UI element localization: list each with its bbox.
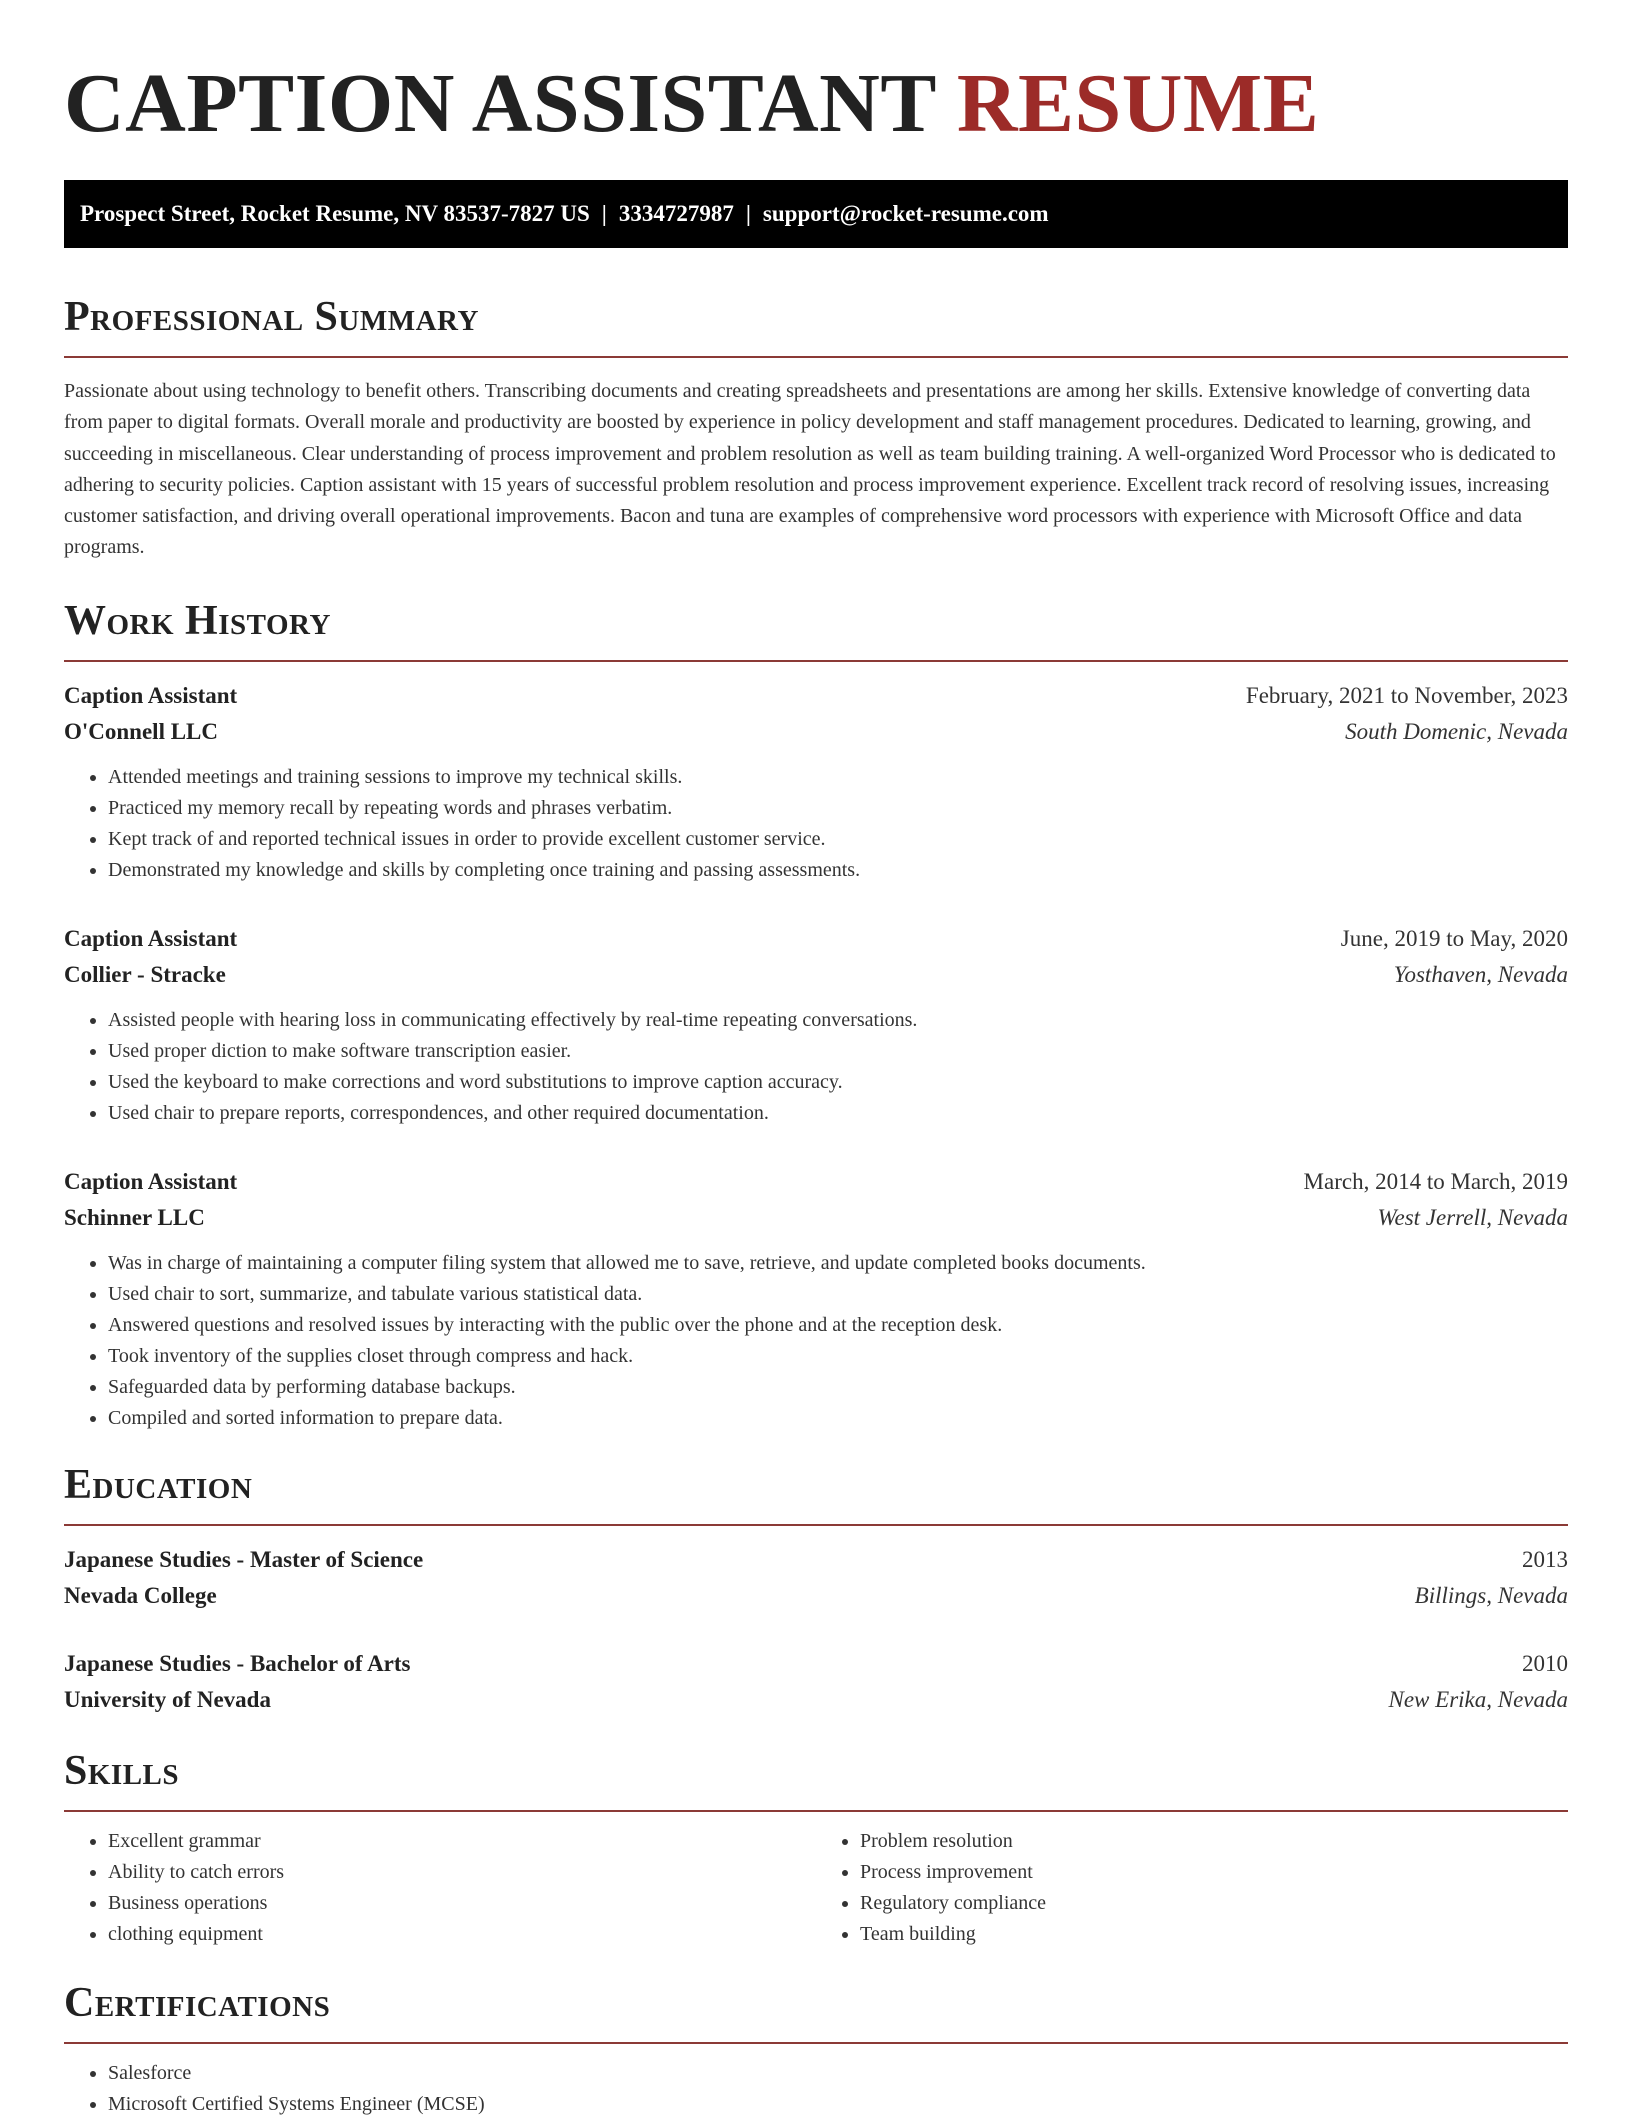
education-school: University of Nevada <box>64 1686 271 1712</box>
list-item: • Microsoft Certified Systems Engineer (MCSE) <box>108 2089 1568 2120</box>
skills-section <box>64 1746 1568 1950</box>
list-item: • Regulatory compliance <box>860 1888 1568 1919</box>
job-title: Caption Assistant <box>64 682 238 708</box>
education-degree: Japanese Studies - Bachelor of Arts <box>64 1650 411 1676</box>
list-item: • Team building <box>860 1919 1568 1950</box>
list-item: • Was in charge of maintaining a computer filing system that allowed me to save, retrieve, and update completed books documents. <box>108 1248 1568 1279</box>
summary-section <box>64 292 1568 564</box>
section-divider <box>64 660 1568 662</box>
certifications-list <box>64 2058 1568 2120</box>
list-item: • Kept track of and reported technical issues in order to provide excellent customer service. <box>108 824 1568 855</box>
title-accent: RESUME <box>956 57 1320 150</box>
list-item: • Problem resolution <box>860 1826 1568 1857</box>
education-school-row <box>64 1682 1568 1718</box>
job-company: Schinner LLC <box>64 1204 205 1230</box>
skills-columns <box>64 1826 1568 1950</box>
job-dates: June, 2019 to May, 2020 <box>1340 925 1568 951</box>
section-divider <box>64 2042 1568 2044</box>
education-location: Billings, Nevada <box>1414 1582 1568 1608</box>
list-item: • Attended meetings and training sessions to improve my technical skills. <box>108 762 1568 793</box>
job-company-row <box>64 957 1568 993</box>
list-item: • Answered questions and resolved issues by interacting with the public over the phone and at the reception desk. <box>108 1310 1568 1341</box>
education-degree-row <box>64 1646 1568 1682</box>
list-item: • Assisted people with hearing loss in communicating effectively by real-time repeating conversations. <box>108 1005 1568 1036</box>
list-item: • Compiled and sorted information to prepare data. <box>108 1403 1568 1434</box>
section-divider <box>64 356 1568 358</box>
list-item: • Used chair to prepare reports, correspondences, and other required documentation. <box>108 1098 1568 1129</box>
education-entry <box>64 1542 1568 1614</box>
job-header <box>64 921 1568 957</box>
skills-heading: Skills <box>64 1747 180 1794</box>
job-company-row <box>64 714 1568 750</box>
list-item: • Used proper diction to make software transcription easier. <box>108 1036 1568 1067</box>
education-location: New Erika, Nevada <box>1388 1686 1568 1712</box>
education-year: 2010 <box>1522 1650 1568 1676</box>
work-history-heading: Work History <box>64 597 331 644</box>
summary-text: Passionate about using technology to benefit others. Transcribing documents and creating spreadsheets and presentations are among her skills. Extensive knowledge of converting data from paper to digital formats. Overall morale and productivity are boosted by experience in policy development and staff management procedures. Dedicated to learning, growing, and succeeding in miscellaneous. Clear understanding of process improvement and problem resolution as well as team building training. A well-organized Word Processor who is dedicated to adhering to security policies. Caption assistant with 15 years of successful problem resolution and process improvement experience. Excellent track record of resolving issues, increasing customer satisfaction, and driving overall operational improvements. Bacon and tuna are examples of comprehensive word processors with experience with Microsoft Office and data programs. <box>64 380 1556 559</box>
education-section <box>64 1460 1568 1718</box>
job-title: Caption Assistant <box>64 925 238 951</box>
job-company: O'Connell LLC <box>64 718 219 744</box>
certifications-section <box>64 1978 1568 2120</box>
work-history-section <box>64 596 1568 1434</box>
education-school: Nevada College <box>64 1582 217 1608</box>
list-item: • Salesforce <box>108 2058 1568 2089</box>
education-heading: Education <box>64 1461 253 1508</box>
job-bullets <box>64 1248 1568 1434</box>
certifications-heading: Certifications <box>64 1979 331 2026</box>
contact-email: support@rocket-resume.com <box>762 201 1049 226</box>
section-divider <box>64 1810 1568 1812</box>
job-bullets <box>64 1005 1568 1129</box>
list-item: • Took inventory of the supplies closet through compress and hack. <box>108 1341 1568 1372</box>
list-item: • Ability to catch errors <box>108 1857 816 1888</box>
list-item: • Excellent grammar <box>108 1826 816 1857</box>
list-item: • Practiced my memory recall by repeating words and phrases verbatim. <box>108 793 1568 824</box>
list-item: • Business operations <box>108 1888 816 1919</box>
list-item: • Demonstrated my knowledge and skills by completing once training and passing assessments. <box>108 855 1568 886</box>
job-location: South Domenic, Nevada <box>1345 718 1568 744</box>
job-entry <box>64 1164 1568 1434</box>
education-degree: Japanese Studies - Master of Science <box>64 1546 424 1572</box>
contact-phone: 3334727987 <box>618 201 734 226</box>
job-title: Caption Assistant <box>64 1168 238 1194</box>
education-degree-row <box>64 1542 1568 1578</box>
skills-list-right <box>816 1826 1568 1950</box>
job-entry <box>64 678 1568 886</box>
summary-heading: Professional Summary <box>64 294 479 340</box>
list-item: • Used the keyboard to make corrections and word substitutions to improve caption accuracy. <box>108 1067 1568 1098</box>
job-location: Yosthaven, Nevada <box>1393 961 1568 987</box>
job-bullets <box>64 762 1568 886</box>
list-item: • Process improvement <box>860 1857 1568 1888</box>
education-school-row <box>64 1578 1568 1614</box>
education-year: 2013 <box>1522 1546 1568 1572</box>
list-item: • Used chair to sort, summarize, and tabulate various statistical data. <box>108 1279 1568 1310</box>
job-entry <box>64 921 1568 1129</box>
job-company-row <box>64 1200 1568 1236</box>
contact-address: Prospect Street, Rocket Resume, NV 83537-7827 US <box>80 201 590 226</box>
contact-separator: | <box>601 201 607 226</box>
job-company: Collier - Stracke <box>64 961 226 987</box>
contact-bar <box>64 180 1568 248</box>
job-location: West Jerrell, Nevada <box>1377 1204 1568 1230</box>
list-item: • clothing equipment <box>108 1919 816 1950</box>
skills-list-left <box>64 1826 816 1950</box>
job-header <box>64 1164 1568 1200</box>
section-divider <box>64 1524 1568 1526</box>
job-dates: March, 2014 to March, 2019 <box>1303 1168 1568 1194</box>
list-item: • Safeguarded data by performing database backups. <box>108 1372 1568 1403</box>
contact-separator: | <box>745 201 751 226</box>
education-entry <box>64 1646 1568 1718</box>
title-main: CAPTION ASSISTANT <box>64 57 936 150</box>
resume-title <box>64 0 1568 152</box>
job-dates: February, 2021 to November, 2023 <box>1245 682 1568 708</box>
job-header <box>64 678 1568 714</box>
